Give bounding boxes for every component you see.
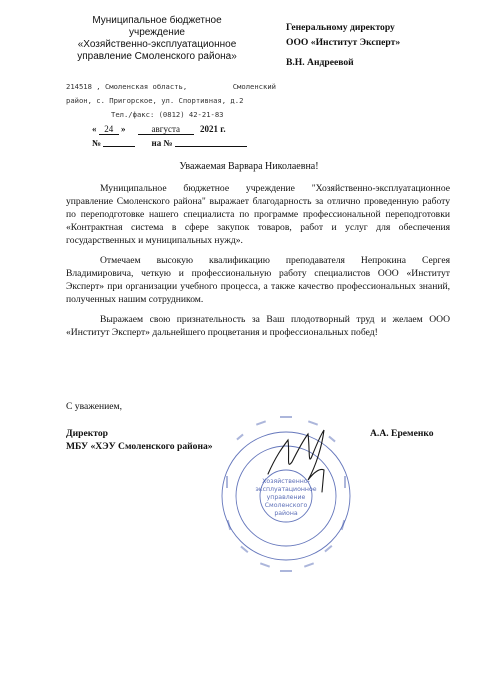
stamp-text-line: Хозяйственно- [262,478,310,485]
recipient-company: ООО «Институт Эксперт» [286,37,401,48]
stamp-text-line: Смоленского [264,502,308,509]
body-paragraph: Отмечаем высокую квалификацию преподавателя Непрокина Сергея Владимировича, четкую и профессиональную работу специалистов ООО «Институт Эксперт» при организации учебного процесса, а также качество профессиональных знаний, полученных нашим сотрудником. [66,255,450,305]
number-blank [103,137,135,147]
recipient-block [286,20,466,70]
signature-position: Директор [66,428,108,439]
date-month: августа [138,124,194,135]
org-line: Муниципальное бюджетное [92,15,222,26]
address-part: 214518 , Смоленская область, [66,82,188,91]
org-line: управление Смоленского района» [77,51,237,62]
org-line: «Хозяйственно-эксплуатационное [77,39,237,50]
letter-date [92,124,226,135]
signatory-name: А.А. Еременко [370,428,434,439]
stamp-text-line: управление [266,494,306,501]
address-line-1 [66,80,276,94]
body-paragraph: Выражаем свою признательность за Ваш плодотворный труд и желаем ООО «Институт Эксперт» дальнейшего процветания и профессиональных побед! [66,314,450,338]
quote-close: » [121,124,126,134]
date-day: 24 [99,124,119,135]
reference-blank [175,137,247,147]
greeting: Уважаемая Варвара Николаевна! [179,161,319,172]
signature-title [66,428,213,453]
letter-number [92,137,247,148]
org-line: учреждение [129,27,185,38]
address-part: Смоленский [232,82,276,91]
recipient-name: В.Н. Андреевой [286,57,354,68]
address-line-2: район, с. Пригорское, ул. Спортивная, д.2 [66,96,244,105]
recipient-position: Генеральному директору [286,22,395,33]
letter-body [66,182,450,346]
number-label: № [92,138,102,148]
stamp-text-line: района [274,510,298,517]
seal-stamp [216,396,356,596]
signature-organization: МБУ «ХЭУ Смоленского района» [66,440,213,452]
closing: С уважением, [66,401,123,412]
date-year: 2021 г. [200,124,226,134]
sender-address [66,80,276,122]
phone-fax: Тел./факс: (0812) 42-21-83 [111,110,224,119]
sender-organization [62,15,252,63]
quote-open: « [92,124,97,134]
reference-label: на № [151,138,173,148]
stamp-text-line: эксплуатационное [255,486,317,493]
body-paragraph: Муниципальное бюджетное учреждение "Хозяйственно-эксплуатационное управление Смоленского района" выражает благодарность за отлично проведенную работу по переподготовке нашего специалиста по программе профессиональной переподготовки «Контрактная система в сфере закупок товаров, работ и услуг для обеспечения государственных и муниципальных нужд». [66,183,450,246]
